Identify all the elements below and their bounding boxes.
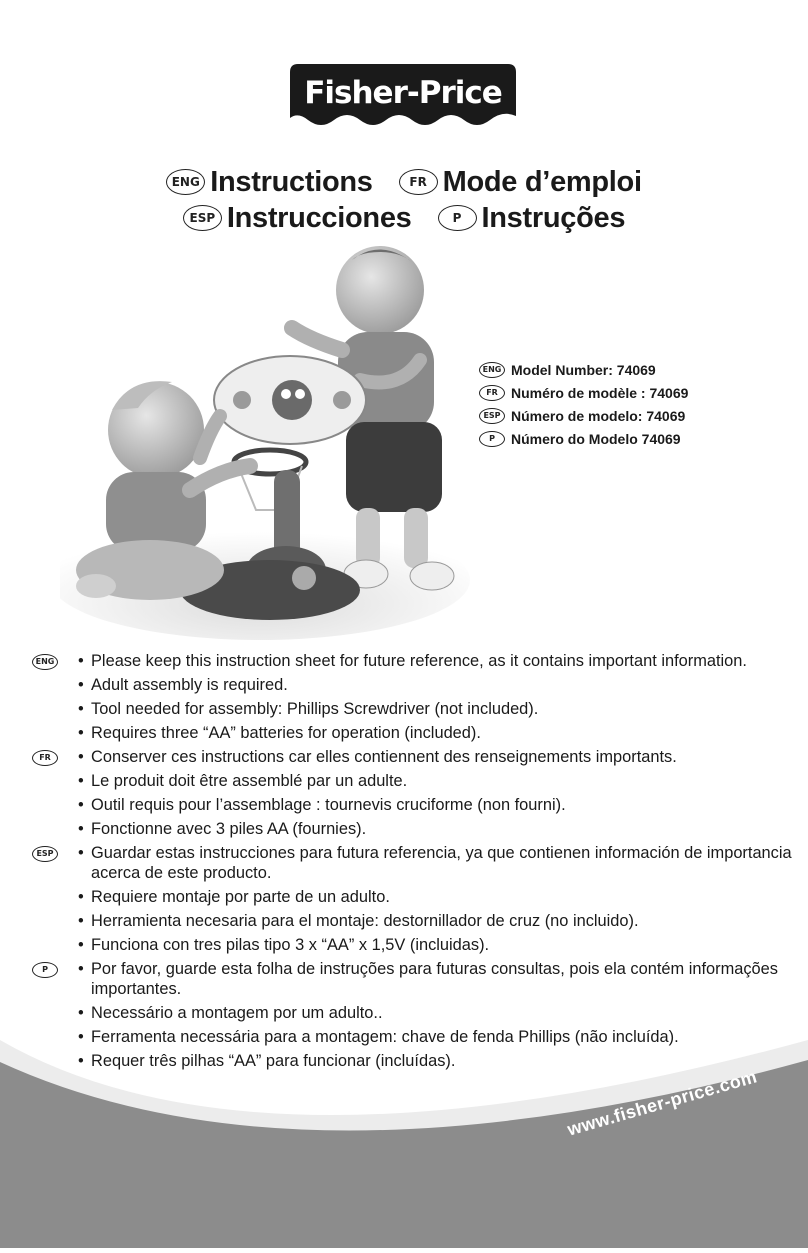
instruction-item: • Funciona con tres pilas tipo 3 x “AA” x 1,5V (incluidas). (78, 936, 490, 954)
lang-badge-fr: FR (32, 750, 58, 766)
instruction-item: • Tool needed for assembly: Phillips Screwdriver (not included). (78, 700, 539, 718)
instructions-eng (32, 651, 792, 743)
title-block (0, 164, 808, 236)
title-esp (183, 202, 412, 235)
lang-badge-eng: ENG (166, 169, 205, 195)
title-text: Instruções (481, 201, 626, 234)
lang-badge-fr: FR (479, 385, 505, 401)
model-number-fr (479, 381, 688, 404)
instruction-item: • Herramienta necesaria para el montaje: destornillador de cruz (no incluido). (78, 912, 639, 930)
lang-badge-p: P (438, 205, 477, 231)
lang-badge-p: P (479, 431, 505, 447)
title-eng (166, 166, 372, 199)
instruction-item: • Requiere montaje por parte de un adulto. (78, 888, 390, 906)
lang-badge-p: P (32, 962, 58, 978)
lang-badge-esp: ESP (183, 205, 222, 231)
instruction-item: • Conserver ces instructions car elles contiennent des renseignements importants. (78, 748, 677, 766)
model-number-esp (479, 404, 688, 427)
model-number-p (479, 427, 688, 450)
model-number-text: Numéro de modèle : 74069 (511, 384, 689, 401)
model-number-eng (479, 358, 688, 381)
lang-badge-eng: ENG (32, 654, 58, 670)
instruction-item: • Necessário a montagem por um adulto.. (78, 1004, 383, 1022)
model-number-list (479, 358, 688, 450)
title-fr (399, 166, 642, 199)
instruction-item: • Requer três pilhas “AA” para funcionar (incluídas). (78, 1052, 456, 1070)
instruction-item: • Ferramenta necessária para a montagem: chave de fenda Phillips (não incluída). (78, 1028, 679, 1046)
title-text: Instructions (210, 165, 373, 198)
instruction-blocks (32, 651, 792, 1075)
instruction-item: • Guardar estas instrucciones para futura referencia, ya que contienen información de importancia acerca de este producto. (78, 844, 792, 882)
fisher-price-logo (290, 64, 516, 130)
title-p (438, 202, 626, 235)
footer-swoosh (0, 1040, 808, 1248)
model-number-text: Número do Modelo 74069 (511, 430, 681, 447)
lang-badge-esp: ESP (479, 408, 505, 424)
title-text: Mode d’emploi (442, 165, 642, 198)
product-photo (60, 240, 480, 640)
lang-badge-fr: FR (399, 169, 438, 195)
instructions-esp (32, 843, 792, 955)
instruction-item: • Por favor, guarde esta folha de instruções para futuras consultas, pois ela contém informações importantes. (78, 960, 778, 998)
instruction-item: • Requires three “AA” batteries for operation (included). (78, 724, 481, 742)
instruction-item: • Le produit doit être assemblé par un adulte. (78, 772, 408, 790)
footer-url[interactable]: www.fisher-price.com (565, 1066, 760, 1140)
logo-text: Fisher-Price (304, 75, 502, 111)
lang-badge-eng: ENG (479, 362, 505, 378)
instructions-fr (32, 747, 792, 839)
lang-badge-esp: ESP (32, 846, 58, 862)
title-text: Instrucciones (226, 201, 412, 234)
instruction-item: • Outil requis pour l’assemblage : tournevis cruciforme (non fourni). (78, 796, 566, 814)
model-number-text: Número de modelo: 74069 (511, 407, 686, 424)
instruction-item: • Please keep this instruction sheet for future reference, as it contains important information. (78, 652, 747, 670)
model-number-text: Model Number: 74069 (511, 361, 656, 378)
instruction-item: • Adult assembly is required. (78, 676, 288, 694)
instruction-item: • Fonctionne avec 3 piles AA (fournies). (78, 820, 367, 838)
